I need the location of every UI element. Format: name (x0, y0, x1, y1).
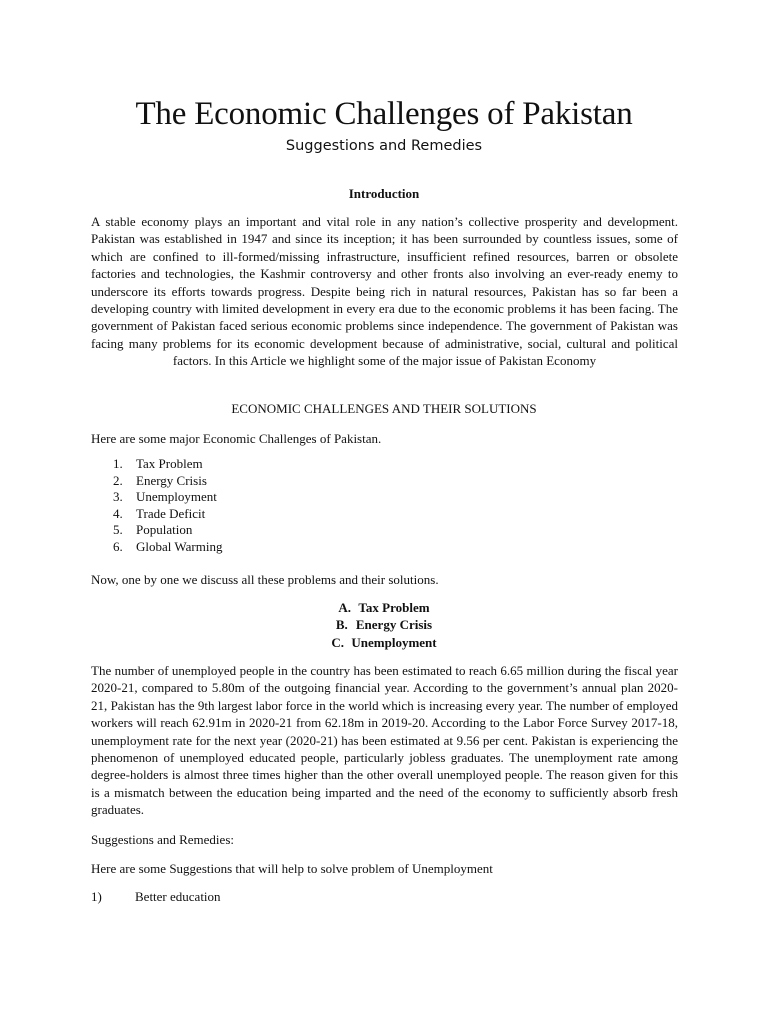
sub-section-label: Unemployment (351, 634, 437, 650)
list-item (91, 456, 222, 473)
list-item-label: Trade Deficit (136, 505, 206, 521)
suggestions-heading: Suggestions and Remedies: (91, 832, 234, 847)
list-item (91, 489, 222, 506)
sub-section-letter: B. (335, 617, 348, 633)
sub-section-heading (0, 634, 768, 651)
suggestions-intro: Here are some Suggestions that will help to solve problem of Unemployment (91, 861, 493, 876)
list-item (91, 473, 222, 490)
list-item-number: 3. (113, 489, 123, 504)
discuss-line: Now, one by one we discuss all these problems and their solutions. (91, 572, 439, 587)
sub-section-label: Energy Crisis (355, 617, 433, 633)
sub-section-heading (0, 616, 768, 633)
list-item (91, 539, 222, 556)
list-item-number: 1. (113, 456, 123, 471)
list-item-number: 6. (113, 538, 123, 554)
unemployment-paragraph: The number of unemployed people in the country has been estimated to reach 6.65 million during the fiscal year 2020-21, compared to 5.80m of the outgoing financial year. According to the government’s annual plan 2020-21, Pakistan has the 9th largest labor force in the world which is increasing every year. The number of employed workers will reach 62.91m in 2020-21 from 62.18m in 2019-20. According to the Labor Force Survey 2017-18, unemployment rate for the next year (2020-21) has been estimated at 9.56 per cent. Pakistan is experiencing the phenomenon of unemployed educated people, particularly jobless graduates. The unemployment rate among degree-holders is almost three times higher than the other overall unemployed people. The reason given for this is a mismatch between the education being imparted and the need of the economy to sufficiently absorb fresh graduates. (91, 663, 678, 818)
list-item-label: Population (136, 522, 193, 537)
suggestion-number: 1) (91, 889, 102, 904)
list-item-number: 4. (113, 505, 123, 521)
section-heading: ECONOMIC CHALLENGES AND THEIR SOLUTIONS (231, 401, 537, 416)
list-item-label: Unemployment (136, 489, 217, 504)
list-item-number: 2. (113, 472, 123, 488)
sub-section-letter: A. (338, 600, 352, 615)
suggestion-label: Better education (135, 889, 221, 904)
document-title: The Economic Challenges of Pakistan (135, 96, 633, 132)
list-item-label: Tax Problem (136, 456, 203, 471)
sub-sections-list (0, 599, 768, 651)
list-item (91, 522, 222, 539)
list-item-number: 5. (113, 522, 123, 537)
list-item-label: Energy Crisis (136, 472, 207, 488)
list-intro: Here are some major Economic Challenges of Pakistan. (91, 431, 382, 446)
challenges-list (91, 456, 222, 555)
sub-section-label: Tax Problem (358, 600, 430, 615)
intro-paragraph: A stable economy plays an important and vital role in any nation’s collective prosperity and development. Pakistan was established in 1947 and since its inception; it has been surrounded by countless issues, some of which are confined to ill-formed/missing infrastructure, insufficient refined resources, barren or obsolete factories and technologies, the Kashmir controversy and other fronts also involving an ever-ready enemy to underscore its efforts towards progress. Despite being rich in natural resources, Pakistan has so far been a developing country with limited development in every era due to the economic problems it has been facing. The government of Pakistan faced serious economic problems since independence. The government of Pakistan was facing many problems for its economic development because of administrative, social, cultural and political factors. In this Article we highlight some of the major issue of Pakistan Economy (91, 214, 678, 369)
suggestion-item (91, 888, 221, 905)
document-subtitle: Suggestions and Remedies (285, 138, 483, 154)
sub-section-letter: C. (331, 634, 345, 650)
list-item-label: Global Warming (136, 538, 223, 554)
sub-section-heading (0, 599, 768, 616)
intro-heading: Introduction (348, 186, 420, 201)
list-item (91, 506, 222, 523)
